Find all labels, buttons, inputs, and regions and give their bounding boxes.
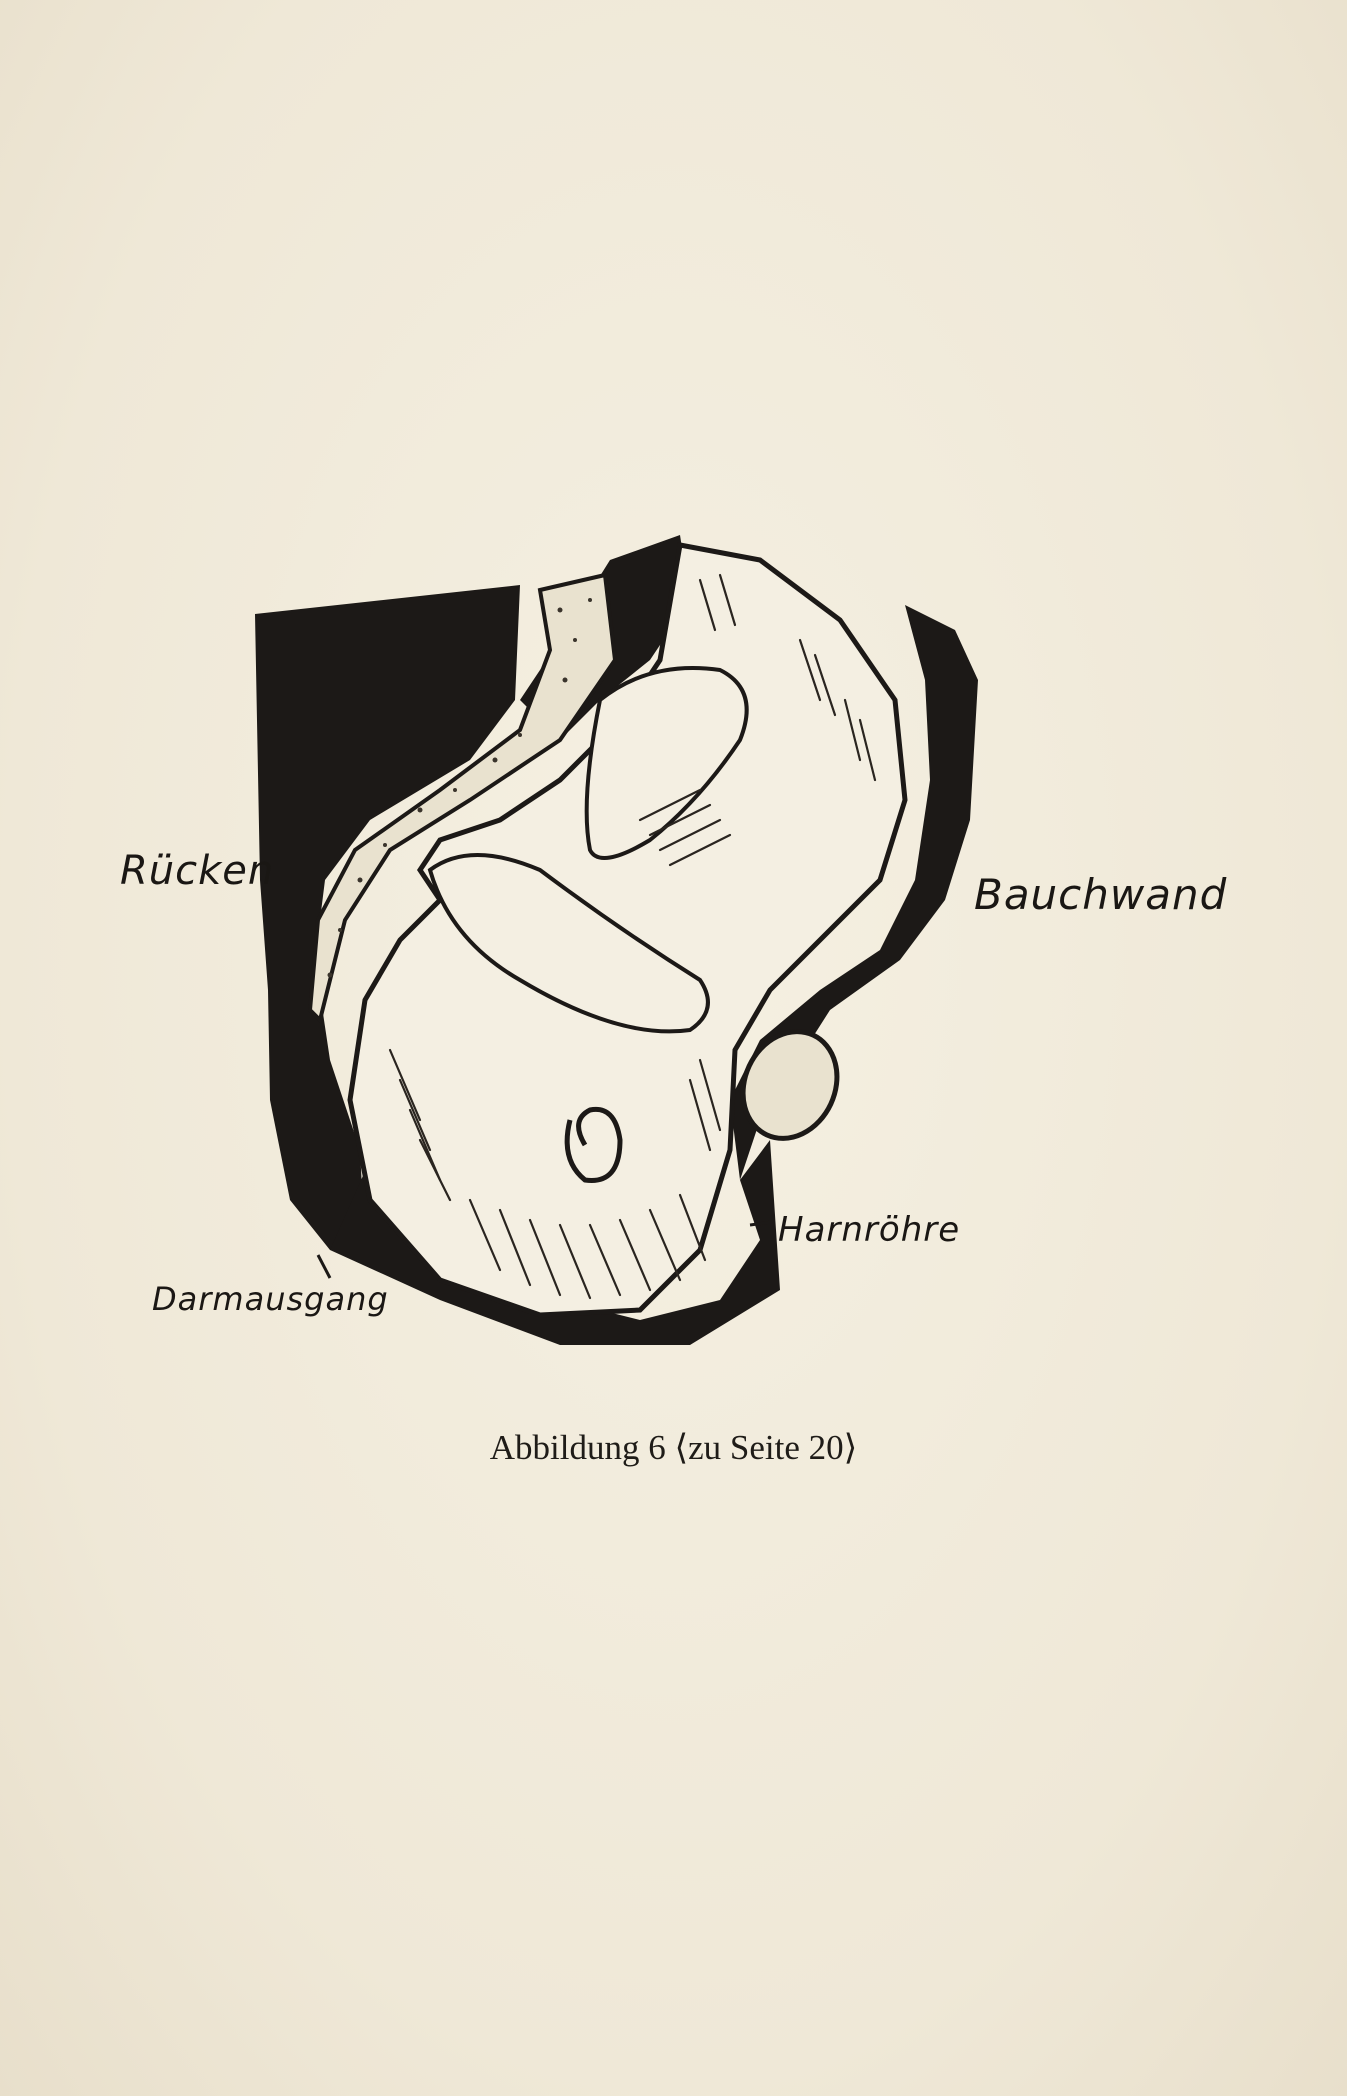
label-ruecken: Rücken <box>120 848 275 894</box>
label-bauchwand: Bauchwand <box>974 870 1228 919</box>
leader-darmausgang <box>318 1255 330 1278</box>
label-harnroehre: Harnröhre <box>778 1210 961 1250</box>
figure-caption: Abbildung 6 ⟨zu Seite 20⟩ <box>489 1428 858 1467</box>
label-darmausgang: Darmausgang <box>152 1280 389 1318</box>
